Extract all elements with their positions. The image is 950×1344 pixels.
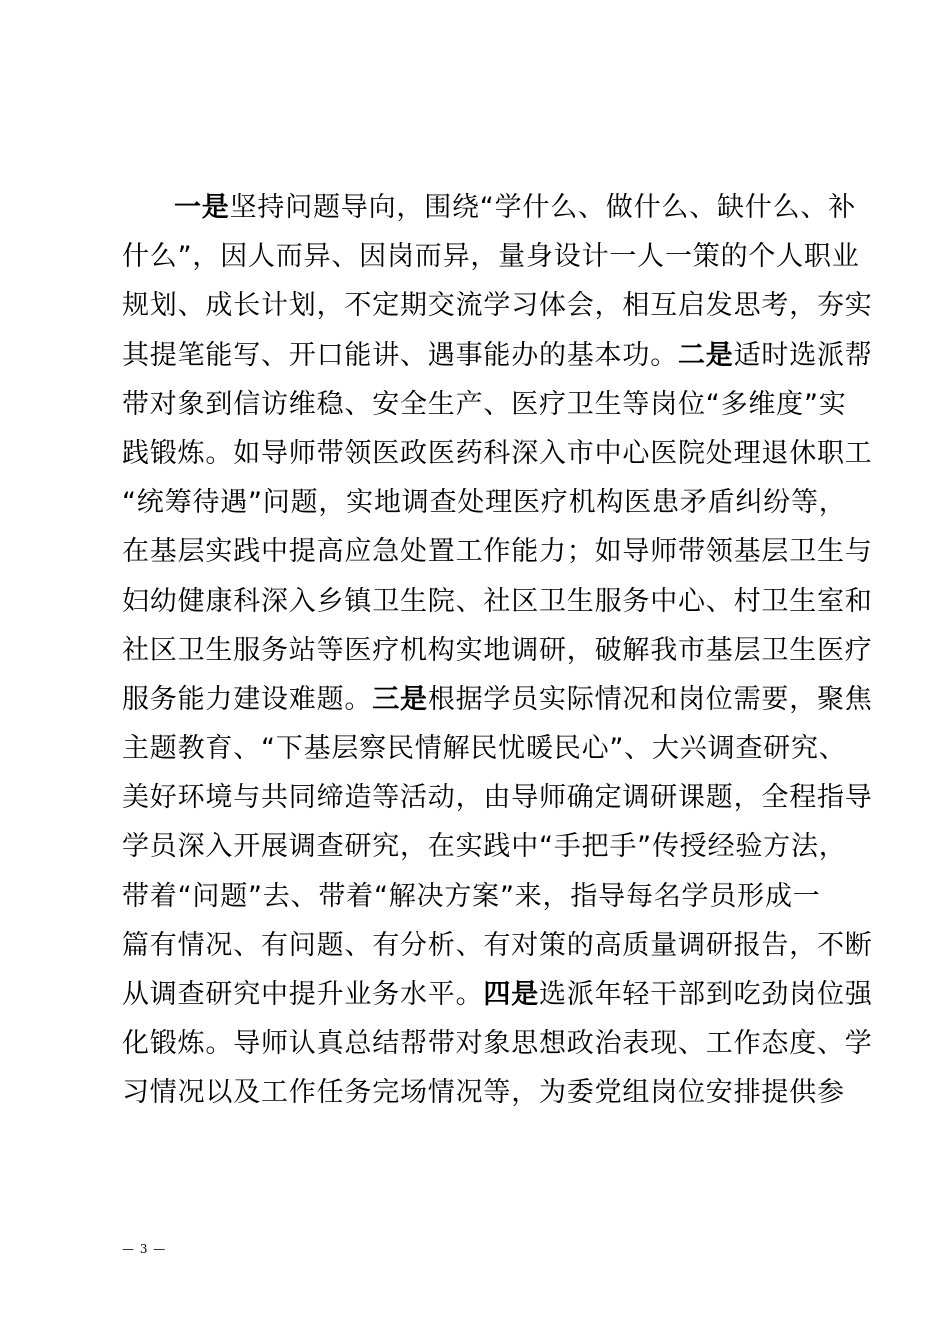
page-number: — 3 —: [122, 1242, 167, 1256]
text-line: [122, 773, 873, 822]
bold-lead-phrase: 四是: [483, 979, 540, 1010]
text-line: [122, 822, 847, 871]
text-line: [122, 183, 856, 232]
text-line: [122, 577, 873, 626]
text-line: [122, 429, 873, 478]
bold-lead-phrase: 一是: [174, 192, 230, 223]
bold-lead-phrase: 二是: [678, 339, 734, 371]
text-segment: 从调查研究中提升业务水平。: [122, 979, 484, 1010]
text-line: [122, 1019, 873, 1068]
text-segment: 规划、成长计划，不定期交流学习体会，相互启发思考，夯实: [122, 290, 873, 322]
text-line: [122, 281, 873, 330]
text-segment: 服务能力建设难题。: [122, 683, 373, 715]
text-segment: 学员深入开展调查研究，在实践中“手把手”传授经验方法，: [122, 831, 847, 863]
text-segment: 什么”，因人而异、因岗而异，量身设计一人一策的个人职业: [122, 241, 860, 273]
text-segment: 带对象到信访维稳、安全生产、医疗卫生等岗位“多维度”实: [122, 388, 847, 420]
text-segment: 在基层实践中提高应急处置工作能力；如导师带领基层卫生与: [122, 536, 873, 568]
text-segment: 坚持问题导向，围绕“学什么、做什么、缺什么、补: [229, 192, 856, 223]
text-segment: 习情况以及工作任务完场情况等，为委党组岗位安排提供参: [122, 1077, 845, 1109]
text-segment: 选派年轻干部到吃劲岗位强: [539, 979, 873, 1010]
text-line: [122, 331, 873, 380]
text-segment: 带着“问题”去、带着“解决方案”来，指导每名学员形成一: [122, 880, 821, 912]
text-segment: 主题教育、“下基层察民情解民忧暖民心”、大兴调查研究、: [122, 733, 847, 765]
text-segment: 美好环境与共同缔造等活动，由导师确定调研课题，全程指导: [122, 782, 873, 814]
text-line: [122, 380, 847, 429]
text-line: [122, 724, 847, 773]
text-line: [122, 478, 847, 527]
text-segment: 妇幼健康科深入乡镇卫生院、社区卫生服务中心、村卫生室和: [122, 585, 873, 617]
text-segment: “统筹待遇”问题，实地调查处理医疗机构医患矛盾纠纷等，: [122, 487, 847, 519]
text-segment: 适时选派帮: [733, 339, 873, 371]
text-segment: 化锻炼。导师认真总结帮带对象思想政治表现、工作态度、学: [122, 1028, 873, 1060]
text-line: [122, 626, 873, 675]
text-segment: 根据学员实际情况和岗位需要，聚焦: [427, 683, 873, 715]
text-line: [122, 970, 873, 1019]
text-line: [122, 872, 821, 921]
text-line: [122, 921, 873, 970]
text-segment: 社区卫生服务站等医疗机构实地调研，破解我市基层卫生医疗: [122, 634, 873, 666]
text-line: [122, 1068, 845, 1117]
bold-lead-phrase: 三是: [372, 683, 428, 715]
text-line: [122, 232, 860, 281]
text-line: [122, 527, 873, 576]
text-segment: 其提笔能写、开口能讲、遇事能办的基本功。: [122, 339, 678, 371]
body-paragraph: [122, 183, 873, 1118]
text-segment: 篇有情况、有问题、有分析、有对策的高质量调研报告，不断: [122, 929, 873, 961]
text-segment: 践锻炼。如导师带领医政医药科深入市中心医院处理退休职工: [122, 437, 873, 469]
text-line: [122, 675, 873, 724]
